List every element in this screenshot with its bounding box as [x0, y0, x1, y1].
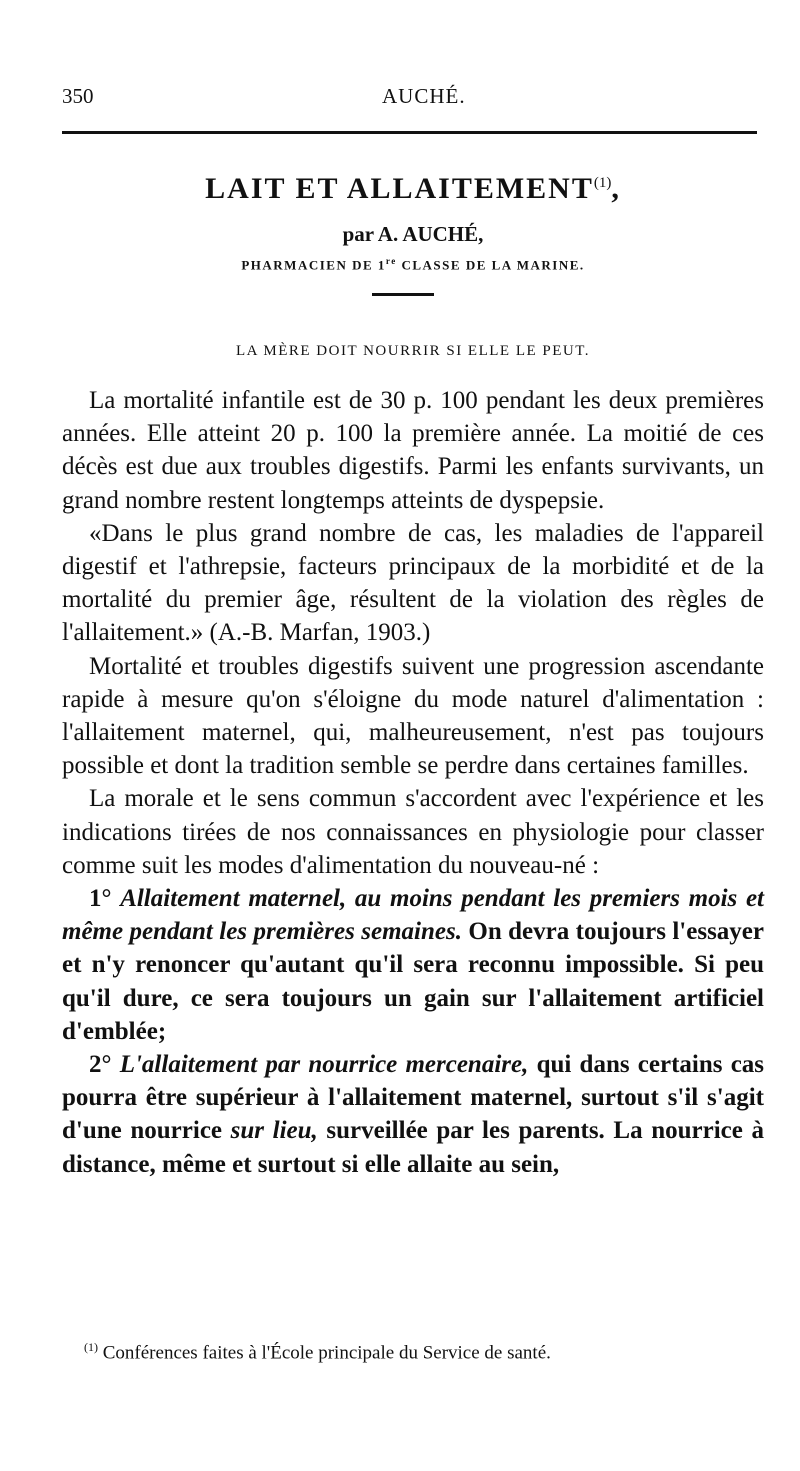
running-title: AUCHÉ.: [382, 84, 466, 108]
list-item-2-italic: L'allaitement par nourrice mercenaire,: [119, 1051, 529, 1079]
list-item-1-italic: Allaitement maternel, au moins pendant les premiers mois et même pendant les premières semaines.: [62, 885, 765, 946]
paragraph-4: La morale et le sens commun s'accordent avec l'expérience et les indications tirées de nos connaissances en physiologie pour classer comme suit les modes d'alimentation du nouveau-né :: [62, 785, 764, 879]
article-title-text: LAIT ET ALLAITEMENT: [205, 172, 594, 205]
page-number: 350: [62, 84, 94, 108]
list-item-2-text-a: qui dans certains cas pourra être supérieur à l'allaitement maternel, surtout s'il s'agit d'une nourrice: [62, 1051, 765, 1145]
footnote-mark: (1): [84, 1340, 98, 1354]
article-title-punct: ,: [611, 172, 621, 205]
list-item-2-italic-b: sur lieu,: [230, 1117, 318, 1145]
author-byline: par A. AUCHÉ,: [342, 222, 484, 246]
header-rule: [62, 131, 757, 134]
footnote: [84, 1340, 764, 1364]
affiliation-after: CLASSE DE LA MARINE.: [396, 257, 585, 273]
list-item-1-number: 1°: [89, 885, 112, 913]
section-heading: LA MÈRE DOIT NOURRIR SI ELLE LE PEUT.: [235, 343, 591, 359]
article-body: [62, 384, 764, 1181]
author-affiliation: [62, 256, 764, 273]
paragraph-3: Mortalité et troubles digestifs suivent une progression ascendante rapide à mesure qu'on s'éloigne du mode naturel d'alimentation : l'allaitement maternel, qui, malheureusement, n'est pas toujours possible et dont la tradition semble se perdre dans certaines familles.: [62, 652, 764, 780]
paragraph-1: La mortalité infantile est de 30 p. 100 pendant les deux premières années. Elle atteint 20 p. 100 la première année. La moitié de ces décès est due aux troubles digestifs. Parmi les enfants survivants, un grand nombre restent longtemps atteints de dyspepsie.: [62, 387, 764, 514]
footnote-reference[interactable]: (1): [593, 175, 612, 191]
list-item-1-text: On devra toujours l'essayer et n'y renoncer qu'autant qu'il sera reconnu impossible. Si peu qu'il dure, ce sera toujours un gain sur l'allaitement artificiel d'emblée;: [62, 918, 764, 1045]
article-title: [62, 172, 764, 206]
list-item-2: [62, 1048, 764, 1181]
paragraph-2: «Dans le plus grand nombre de cas, les maladies de l'appareil digestif et l'athrepsie, facteurs principaux de la morbidité et de la mortalité du premier âge, résultent de la violation des règles de l'allaitement.» (A.-B. Marfan, 1903.): [62, 519, 764, 647]
list-item-2-number: 2°: [89, 1051, 112, 1079]
title-divider: [372, 293, 434, 296]
affiliation-superscript: re: [385, 256, 397, 266]
list-item-2-text-b: surveillée par les parents. La nourrice à distance, même et surtout si elle allaite au sein,: [62, 1117, 764, 1178]
affiliation-before: PHARMACIEN DE 1: [241, 257, 386, 273]
list-item-1: [62, 882, 764, 1048]
footnote-text: Conférences faites à l'École principale du Service de santé.: [102, 1342, 551, 1364]
running-head: [62, 84, 764, 114]
